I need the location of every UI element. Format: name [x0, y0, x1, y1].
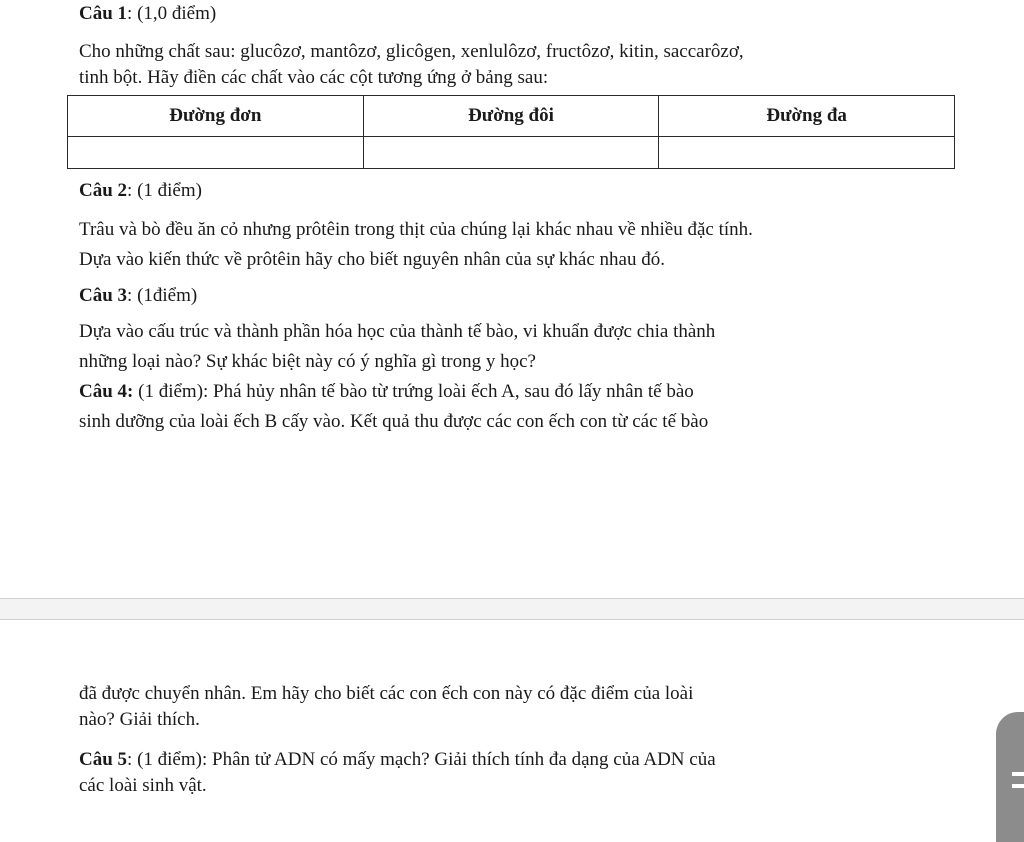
page-break	[0, 598, 1024, 620]
question-3-points: : (1điểm)	[127, 285, 198, 306]
question-4-text-line-3: đã được chuyển nhân. Em hãy cho biết các con ếch con này có đặc điểm của loài	[79, 683, 694, 704]
question-1-text-line-2: tinh bột. Hãy điền các chất vào các cột tương ứng ở bảng sau:	[79, 67, 549, 88]
question-1-points: : (1,0 điểm)	[127, 3, 217, 24]
question-5-heading	[79, 748, 716, 772]
question-3-text-line-1: Dựa vào cấu trúc và thành phần hóa học của thành tế bào, vi khuẩn được chia thành	[79, 321, 716, 342]
question-3-text-line-2: những loại nào? Sự khác biệt này có ý nghĩa gì trong y học?	[79, 351, 536, 372]
question-5-text-line-2: các loài sinh vật.	[79, 775, 207, 796]
document-page-2	[0, 620, 1024, 827]
floating-scroll-handle[interactable]	[996, 712, 1024, 842]
answer-cell-monosaccharide	[68, 137, 364, 169]
question-5-text-line-1: : (1 điểm): Phân tử ADN có mấy mạch? Giải thích tính đa dạng của ADN của	[127, 749, 716, 770]
question-1-label: Câu 1	[79, 3, 128, 24]
question-2-text-line-2: Dựa vào kiến thức về prôtêin hãy cho biết nguyên nhân của sự khác nhau đó.	[79, 249, 665, 270]
table-header-row	[68, 96, 955, 137]
question-4-heading	[79, 380, 694, 404]
question-4-label: Câu 4:	[79, 381, 134, 402]
question-4-text-line-1: (1 điểm): Phá hủy nhân tế bào từ trứng loài ếch A, sau đó lấy nhân tế bào	[133, 381, 694, 402]
question-2-points: : (1 điểm)	[127, 180, 202, 201]
question-4-text-line-2: sinh dưỡng của loài ếch B cấy vào. Kết quả thu được các con ếch con từ các tế bào	[79, 411, 709, 432]
sugar-classification-table	[67, 95, 955, 169]
answer-cell-polysaccharide	[659, 137, 955, 169]
answer-cell-disaccharide	[363, 137, 659, 169]
header-disaccharide: Đường đôi	[363, 96, 659, 137]
question-5-label: Câu 5	[79, 749, 128, 770]
header-monosaccharide: Đường đơn	[68, 96, 364, 137]
table-answer-row	[68, 137, 955, 169]
grip-icon	[1012, 772, 1024, 776]
question-3-label: Câu 3	[79, 285, 128, 306]
question-4-text-line-4: nào? Giải thích.	[79, 709, 200, 730]
grip-icon	[1012, 784, 1024, 788]
header-polysaccharide: Đường đa	[659, 96, 955, 137]
question-2-heading	[79, 179, 202, 203]
question-2-label: Câu 2	[79, 180, 128, 201]
question-1-heading	[79, 2, 216, 26]
question-1-text-line-1: Cho những chất sau: glucôzơ, mantôzơ, glicôgen, xenlulôzơ, fructôzơ, kitin, saccarôzơ,	[79, 41, 744, 62]
question-3-heading	[79, 284, 197, 308]
question-2-text-line-1: Trâu và bò đều ăn cỏ nhưng prôtêin trong thịt của chúng lại khác nhau về nhiều đặc tính.	[79, 219, 753, 240]
